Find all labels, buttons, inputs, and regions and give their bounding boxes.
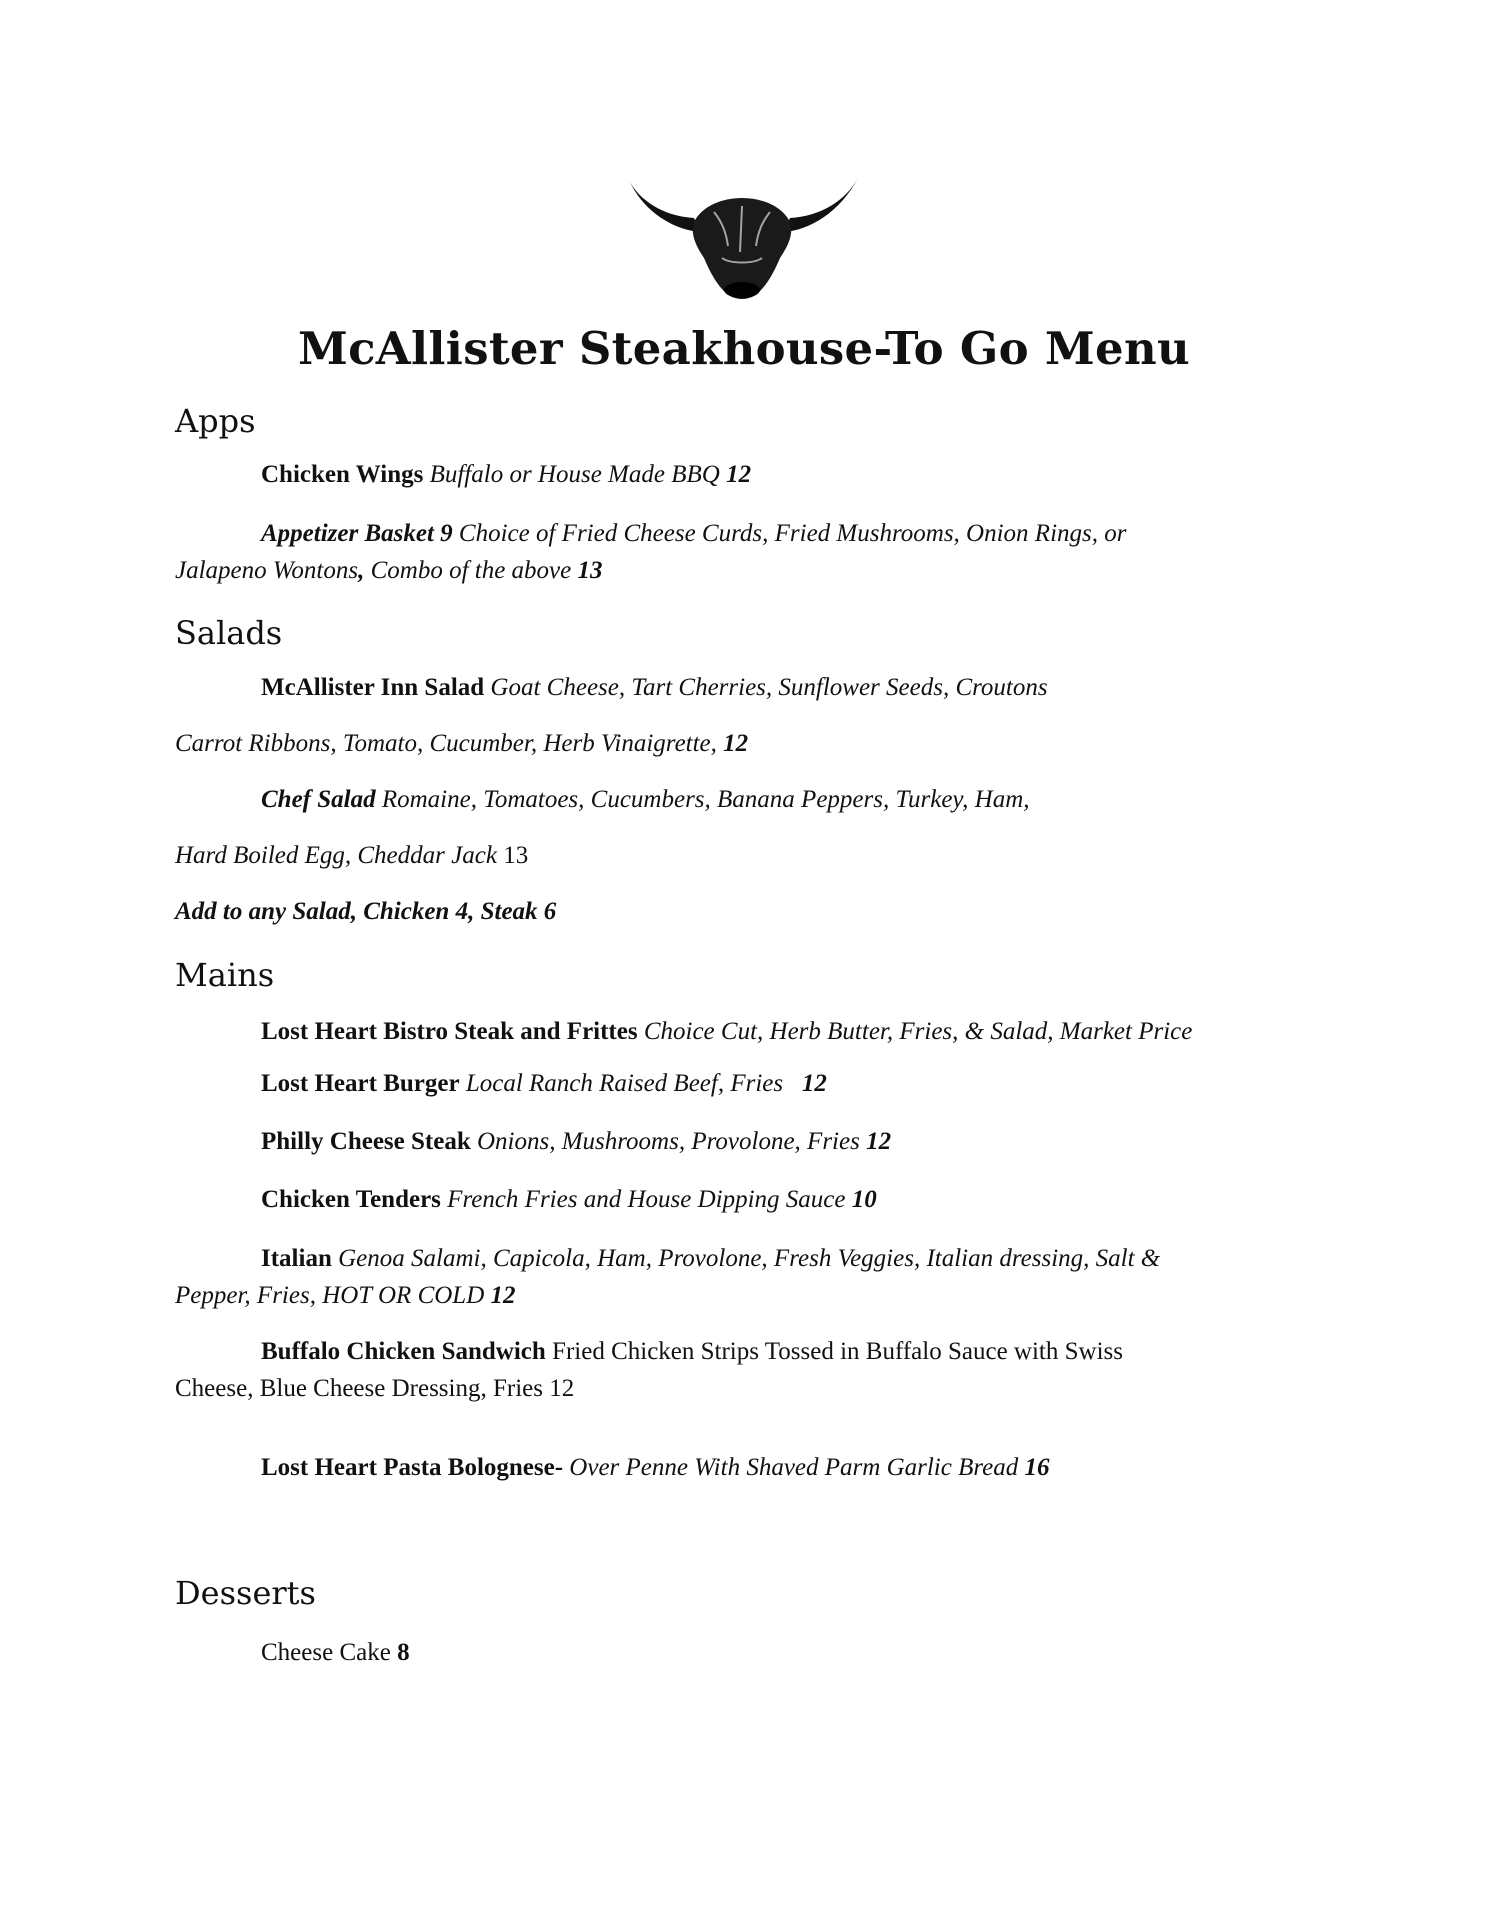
item-description: Buffalo or House Made BBQ	[429, 461, 720, 488]
menu-item-philly	[261, 1123, 891, 1160]
item-description-cont: Cheese, Blue Cheese Dressing, Fries	[175, 1375, 543, 1402]
section-heading-mains: Mains	[175, 956, 275, 994]
item-combo-description: Combo of the above	[370, 557, 572, 584]
item-name: Italian	[261, 1245, 332, 1272]
menu-item-chicken-wings	[261, 456, 751, 493]
menu-item-italian	[175, 1240, 1315, 1314]
section-heading-apps: Apps	[175, 402, 256, 440]
item-name: Lost Heart Bistro Steak and Frittes	[261, 1018, 638, 1045]
addon-text: Add to any Salad, Chicken 4, Steak 6	[175, 898, 557, 925]
item-name: Chicken Wings	[261, 461, 424, 488]
item-description: Romaine, Tomatoes, Cucumbers, Banana Peppers, Turkey, Ham,	[381, 786, 1030, 813]
menu-item-bistro-steak	[261, 1013, 1192, 1050]
item-name: Appetizer Basket	[261, 520, 434, 547]
item-price: 12	[726, 461, 752, 488]
item-price: 12	[490, 1282, 516, 1309]
item-name: McAllister Inn Salad	[261, 674, 485, 701]
menu-item-chef-salad-cont	[175, 837, 528, 874]
item-description: Over Penne With Shaved Parm Garlic Bread	[569, 1454, 1019, 1481]
menu-item-tenders	[261, 1181, 877, 1218]
item-description-cont: Carrot Ribbons, Tomato, Cucumber, Herb Vinaigrette,	[175, 730, 717, 757]
menu-item-inn-salad	[261, 669, 1048, 706]
salad-addon-note	[175, 893, 556, 930]
bull-head-icon	[622, 172, 862, 302]
item-name: Buffalo Chicken Sandwich	[261, 1338, 546, 1365]
item-price: 16	[1024, 1454, 1050, 1481]
item-combo-price: 13	[577, 557, 603, 584]
section-heading-salads: Salads	[175, 614, 283, 652]
page-title: McAllister Steakhouse-To Go Menu	[297, 322, 1191, 375]
item-description: Onions, Mushrooms, Provolone, Fries	[476, 1128, 860, 1155]
item-price: 8	[397, 1639, 410, 1666]
menu-item-buffalo-sandwich	[175, 1333, 1315, 1407]
item-description-cont: Pepper, Fries, HOT OR COLD	[175, 1282, 485, 1309]
item-description: Choice Cut, Herb Butter, Fries, & Salad, Market Price	[643, 1018, 1193, 1045]
menu-item-chef-salad	[261, 781, 1030, 818]
item-description-cont: Hard Boiled Egg, Cheddar Jack	[175, 842, 497, 869]
item-comma: ,	[358, 557, 365, 584]
item-description: Goat Cheese, Tart Cherries, Sunflower Seeds, Croutons	[490, 674, 1048, 701]
menu-item-pasta-bolognese	[261, 1449, 1050, 1486]
item-description-cont: Jalapeno Wontons	[175, 557, 359, 584]
item-price: 13	[503, 842, 529, 869]
item-description: French Fries and House Dipping Sauce	[447, 1186, 846, 1213]
item-price: 12	[723, 730, 749, 757]
item-price: 12	[801, 1070, 827, 1097]
item-name: Chicken Tenders	[261, 1186, 441, 1213]
section-heading-desserts: Desserts	[175, 1574, 316, 1612]
item-name: Philly Cheese Steak	[261, 1128, 471, 1155]
item-price: 12	[866, 1128, 892, 1155]
item-description: Choice of Fried Cheese Curds, Fried Mushrooms, Onion Rings, or	[458, 520, 1127, 547]
item-price: 12	[549, 1375, 575, 1402]
item-name: Lost Heart Pasta Bolognese-	[261, 1454, 564, 1481]
menu-item-cheese-cake	[261, 1634, 410, 1671]
item-price: 10	[851, 1186, 877, 1213]
item-description: Fried Chicken Strips Tossed in Buffalo Sauce with Swiss	[552, 1338, 1123, 1365]
item-description: Genoa Salami, Capicola, Ham, Provolone, Fresh Veggies, Italian dressing, Salt &	[338, 1245, 1161, 1272]
menu-item-burger	[261, 1065, 827, 1102]
item-name: Chef Salad	[261, 786, 376, 813]
item-price: 9	[440, 520, 453, 547]
item-name: Cheese Cake	[261, 1639, 391, 1666]
menu-item-appetizer-basket	[175, 515, 1315, 589]
menu-item-inn-salad-cont	[175, 725, 748, 762]
item-description: Local Ranch Raised Beef, Fries	[465, 1070, 784, 1097]
item-name: Lost Heart Burger	[261, 1070, 460, 1097]
